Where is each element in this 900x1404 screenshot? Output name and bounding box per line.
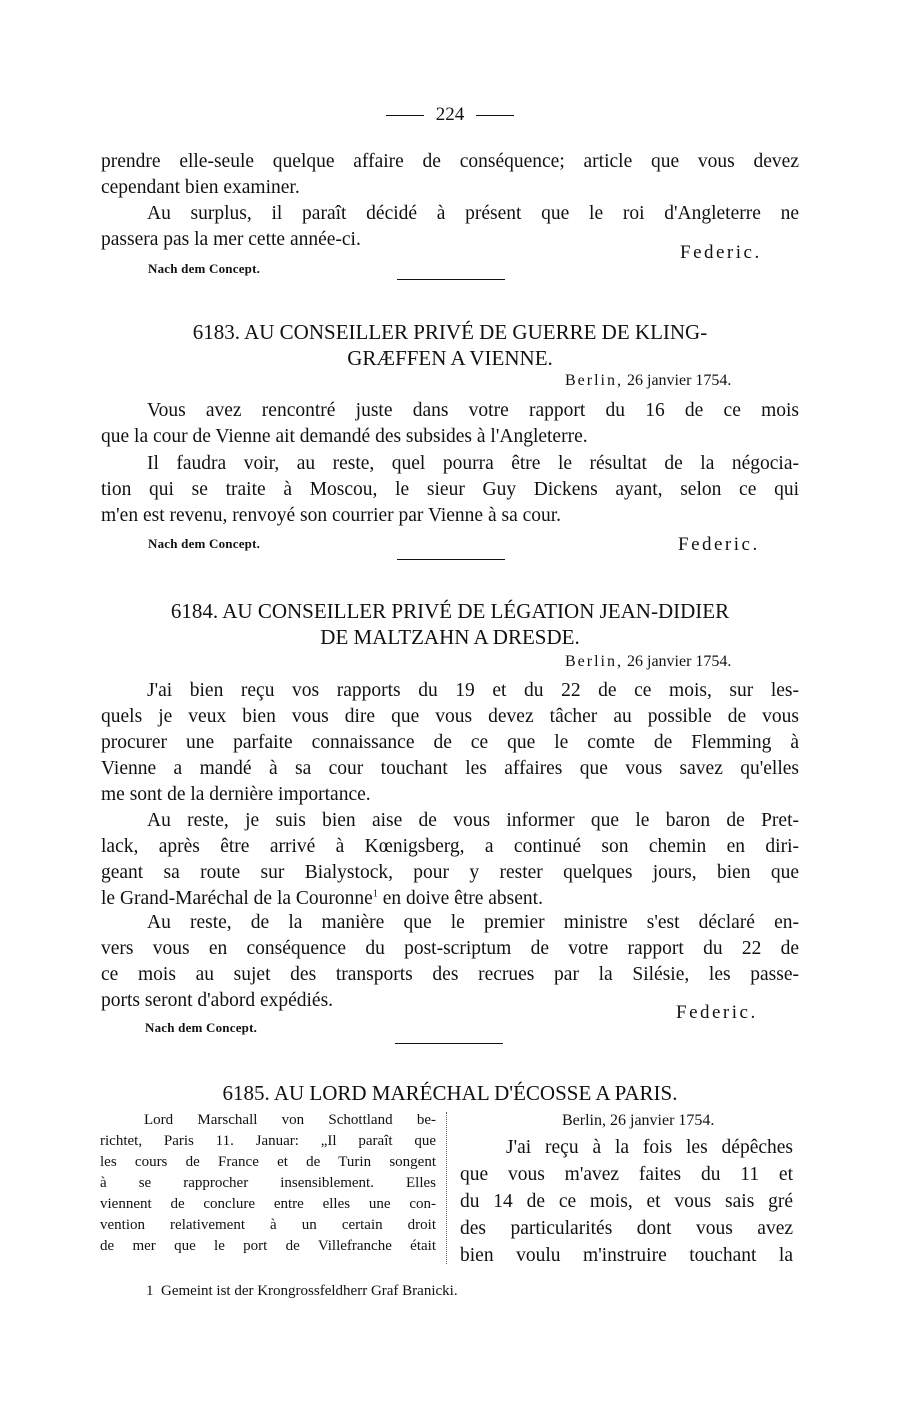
letter-heading-6185 (100, 1080, 800, 1106)
text-line: J'ai reçu à la fois les dépêches (506, 1137, 793, 1158)
text-line: Il faudra voir, au reste, quel pourra être le résultat de la négocia- (147, 453, 799, 474)
footnote (146, 1283, 458, 1300)
text-fragment: le Grand-Maréchal de la Couronne (101, 888, 373, 909)
text-line: ports seront d'abord expédiés. (101, 990, 334, 1011)
letter-body-paragraph (101, 808, 799, 912)
footnote-reference: 1 (372, 888, 378, 900)
signature: Federic. (680, 242, 762, 263)
text-line: Au reste, je suis bien aise de vous informer que le baron de Pret- (147, 810, 799, 831)
text-fragment: en doive être absent. (382, 888, 543, 909)
letter-body-paragraph (101, 910, 799, 1014)
signature: Federic. (676, 1002, 758, 1023)
section-divider (395, 1043, 503, 1044)
text-line: procurer une parfaite connaissance de ce que le comte de Flemming à (101, 732, 799, 753)
text-line: vention relativement à un certain droit (100, 1217, 436, 1233)
heading-line: DE MALTZAHN A DRESDE. (320, 625, 580, 649)
text-line: vers vous en conséquence du post-scriptum de votre rapport du 22 de (101, 938, 799, 959)
text-line: passera pas la mer cette année-ci. (101, 229, 361, 250)
letter-heading-6184 (100, 598, 800, 650)
text-line (101, 886, 799, 912)
text-line: du 14 de ce mois, et vous sais gré (460, 1191, 793, 1212)
heading-line: 6185. AU LORD MARÉCHAL D'ÉCOSSE A PARIS. (222, 1081, 678, 1105)
text-line: geant sa route sur Bialystock, pour y rester quelques jours, bien que (101, 862, 799, 883)
text-line: les cours de France et de Turin songent (100, 1154, 436, 1170)
section-divider (397, 279, 505, 280)
date-text: 26 janvier 1754. (627, 372, 732, 389)
letter-body-paragraph (101, 398, 799, 450)
text-line: viennent de conclure entre elles une con- (100, 1196, 436, 1212)
text-line: prendre elle-seule quelque affaire de conséquence; article que vous devez (101, 151, 799, 172)
text-line: bien voulu m'instruire touchant la (460, 1245, 793, 1266)
letter-body-paragraph (101, 678, 799, 808)
page-number: 224 (435, 104, 465, 125)
signature: Federic. (678, 534, 760, 555)
text-line: Lord Marschall von Schottland be- (144, 1112, 436, 1128)
text-line: que la cour de Vienne ait demandé des subsides à l'Angleterre. (101, 426, 588, 447)
text-line: Au surplus, il paraît décidé à présent que le roi d'Angleterre ne (147, 203, 799, 224)
source-note: Nach dem Concept. (148, 261, 261, 276)
letter-date (565, 372, 731, 390)
letter-continuation-paragraph (101, 149, 799, 201)
text-line: tion qui se traite à Moscou, le sieur Guy Dickens ayant, selon ce qui (101, 479, 799, 500)
footnote-mark: 1 (146, 1283, 154, 1299)
heading-line: 6183. AU CONSEILLER PRIVÉ DE GUERRE DE KLING- (192, 320, 708, 344)
text-line: Au reste, de la manière que le premier ministre s'est déclaré en- (147, 912, 799, 933)
text-line: quels je veux bien vous dire que vous devez tâcher au possible de vous (101, 706, 799, 727)
date-place: Berlin, (565, 653, 623, 670)
text-line: me sont de la dernière importance. (101, 784, 371, 805)
header-dash-right (476, 115, 514, 116)
text-line: J'ai bien reçu vos rapports du 19 et du 22 de ce mois, sur les- (147, 680, 799, 701)
letter-body-paragraph (101, 451, 799, 529)
date-place: Berlin, (565, 372, 623, 389)
text-line: Vous avez rencontré juste dans votre rapport du 16 de ce mois (147, 400, 799, 421)
text-line: m'en est revenu, renvoyé son courrier par Vienne à sa cour. (101, 505, 562, 526)
text-line: que vous m'avez faites du 11 et (460, 1164, 793, 1185)
heading-line: GRÆFFEN A VIENNE. (347, 346, 553, 370)
letter-heading-6183 (100, 319, 800, 371)
letter-date (565, 653, 731, 671)
header-dash-left (386, 115, 424, 116)
summary-column (100, 1110, 436, 1257)
source-note: Nach dem Concept. (145, 1020, 258, 1035)
text-line: lack, après être arrivé à Kœnigsberg, a continué son chemin en diri- (101, 836, 799, 857)
text-line: richtet, Paris 11. Januar: „Il paraît que (100, 1133, 436, 1149)
heading-line: 6184. AU CONSEILLER PRIVÉ DE LÉGATION JEAN-DIDIER (170, 599, 730, 623)
footnote-text: Gemeint ist der Krongrossfeldherr Graf Branicki. (161, 1283, 458, 1299)
letter-date: Berlin, 26 janvier 1754. (562, 1112, 715, 1129)
text-line: ce mois au sujet des transports des recrues par la Silésie, les passe- (101, 964, 799, 985)
text-line: de mer que le port de Villefranche était (100, 1238, 436, 1254)
page-header (0, 104, 900, 126)
text-line: des particularités dont vous avez (460, 1218, 793, 1239)
source-note: Nach dem Concept. (148, 536, 261, 551)
section-divider (397, 559, 505, 560)
text-line: à se rapprocher insensiblement. Elles (100, 1175, 436, 1191)
letter-body-column (460, 1134, 793, 1269)
column-divider (446, 1112, 447, 1264)
text-line: cependant bien examiner. (101, 177, 300, 198)
date-text: 26 janvier 1754. (627, 653, 732, 670)
text-line: Vienne a mandé à sa cour touchant les affaires que vous savez qu'elles (101, 758, 799, 779)
